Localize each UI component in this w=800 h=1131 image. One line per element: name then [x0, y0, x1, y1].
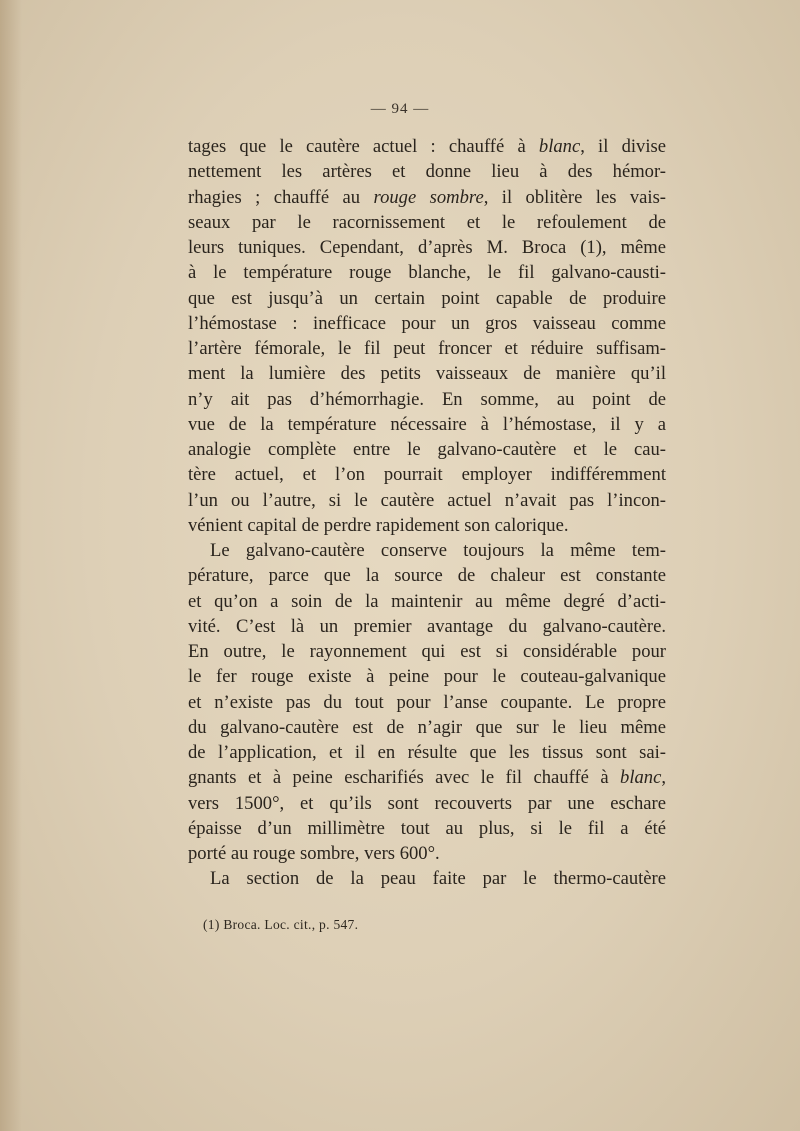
text-segment: que est jusqu’à un certain point capable de produire — [188, 287, 666, 309]
text-line — [188, 690, 666, 715]
text-line — [188, 387, 666, 412]
text-segment: ment la lumière des petits vaisseaux de manière qu’il — [188, 363, 666, 385]
body-text — [188, 134, 666, 892]
text-line — [188, 563, 666, 588]
text-segment: gnants et à peine escharifiés avec le fil chauffé à — [188, 767, 621, 789]
text-line — [188, 260, 666, 285]
text-segment: l’un ou l’autre, si le cautère actuel n’avait pas l’incon- — [188, 489, 666, 511]
text-line — [188, 740, 666, 765]
text-segment: à le température rouge blanche, le fil galvano-causti- — [188, 262, 666, 284]
text-line — [188, 513, 666, 538]
text-line — [188, 866, 666, 891]
text-segment: La section de la peau faite par le thermo-cautère — [210, 868, 666, 890]
text-line — [188, 589, 666, 614]
text-line — [188, 159, 666, 184]
text-segment: vue de la température nécessaire à l’hémostase, il y a — [188, 413, 666, 435]
text-segment: Le galvano-cautère conserve toujours la même tem- — [210, 540, 666, 561]
text-line — [188, 462, 666, 487]
text-line — [188, 134, 666, 159]
text-line — [188, 664, 666, 689]
text-segment: l’artère fémorale, le fil peut froncer et réduire suffisam- — [188, 338, 666, 359]
text-segment: l’hémostase : inefficace pour un gros vaisseau comme — [188, 312, 666, 334]
text-line — [188, 639, 666, 664]
text-line — [188, 311, 666, 336]
text-segment: vers 1500°, et qu’ils sont recouverts par une eschare — [188, 792, 666, 814]
text-segment: le fer rouge existe à peine pour le couteau-galvanique — [188, 666, 666, 688]
text-line — [188, 538, 666, 563]
text-segment: tages que le cautère actuel : chauffé à — [188, 136, 539, 157]
text-segment: tère actuel, et l’on pourrait employer indifféremment — [188, 464, 666, 486]
text-segment: et qu’on a soin de la maintenir au même degré d’acti- — [188, 590, 666, 612]
text-segment: vénient capital de perdre rapidement son calorique. — [188, 514, 569, 536]
text-line — [188, 816, 666, 841]
text-line — [188, 412, 666, 437]
text-segment: n’y ait pas d’hémorrhagie. En somme, au point de — [188, 388, 666, 410]
text-line — [188, 361, 666, 386]
text-line — [188, 614, 666, 639]
text-segment: du galvano-cautère est de n’agir que sur le lieu même — [188, 716, 666, 738]
text-segment: nettement les artères et donne lieu à des hémor- — [188, 161, 666, 183]
page-binding-shadow — [0, 0, 22, 1131]
text-line — [188, 437, 666, 462]
page-number: — 94 — — [370, 101, 430, 117]
text-line — [188, 765, 666, 790]
text-segment: et n’existe pas du tout pour l’anse coupante. Le propre — [188, 691, 666, 713]
text-line — [188, 286, 666, 311]
text-segment: vité. C’est là un premier avantage du galvano-cautère. — [188, 615, 666, 637]
text-segment: , il oblitère les vais- — [483, 186, 666, 208]
italic-text: blanc — [538, 136, 581, 157]
text-segment: seaux par le racornissement et le refoulement de — [188, 211, 666, 233]
text-segment: porté au rouge sombre, vers 600°. — [188, 843, 440, 864]
text-segment: En outre, le rayonnement qui est si considérable pour — [188, 641, 666, 662]
footnote: (1) Broca. Loc. cit., p. 547. — [203, 917, 359, 932]
text-line — [188, 791, 666, 816]
text-line — [188, 488, 666, 513]
text-segment: analogie complète entre le galvano-cautère et le cau- — [188, 439, 666, 460]
text-line — [188, 185, 666, 210]
text-line — [188, 235, 666, 260]
text-line — [188, 715, 666, 740]
text-segment: de l’application, et il en résulte que les tissus sont sai- — [188, 742, 666, 763]
text-segment: , — [661, 767, 666, 789]
text-segment: pérature, parce que la source de chaleur est constante — [188, 565, 666, 587]
text-line — [188, 841, 666, 866]
text-segment: épaisse d’un millimètre tout au plus, si le fil a été — [188, 817, 666, 839]
italic-text: blanc — [620, 767, 662, 789]
text-segment: , il divise — [580, 136, 667, 157]
text-segment: rhagies ; chauffé au — [188, 186, 374, 208]
italic-text: rouge sombre — [373, 186, 484, 208]
text-line — [188, 210, 666, 235]
text-line — [188, 336, 666, 361]
text-segment: leurs tuniques. Cependant, d’après M. Broca (1), même — [188, 237, 666, 258]
